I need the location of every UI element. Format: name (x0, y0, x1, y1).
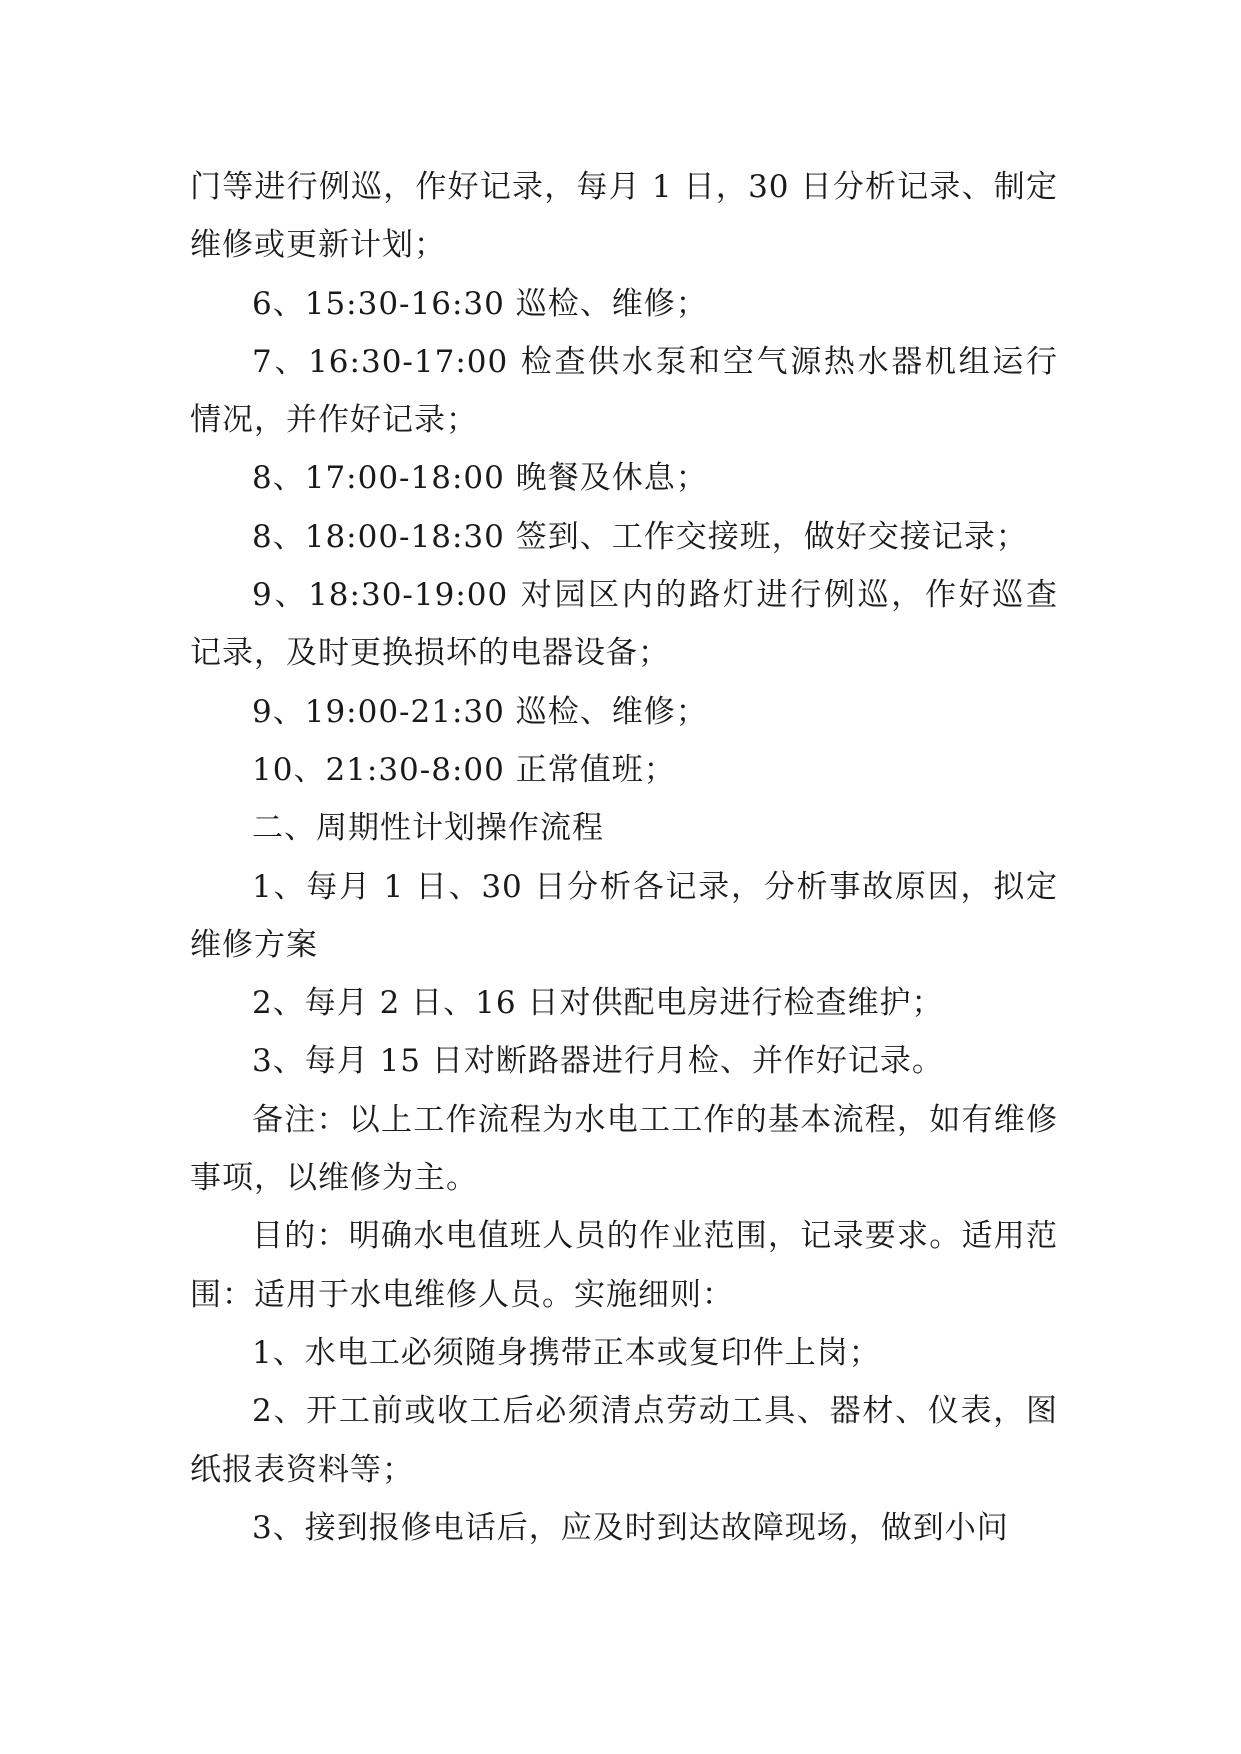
paragraph: 9、18:30-19:00 对园区内的路灯进行例巡，作好巡查记录，及时更换损坏的电器设备； (190, 577, 1058, 672)
document-body (190, 158, 1058, 1557)
paragraph: 9、19:00-21:30 巡检、维修； (252, 693, 708, 730)
paragraph: 3、每月 15 日对断路器进行月检、并作好记录。 (252, 1043, 944, 1080)
paragraph: 2、每月 2 日、16 日对供配电房进行检查维护； (252, 985, 944, 1022)
section-heading: 二、周期性计划操作流程 (252, 810, 604, 847)
paragraph: 8、17:00-18:00 晚餐及休息； (252, 460, 708, 497)
paragraph: 2、开工前或收工后必须清点劳动工具、器材、仪表，图纸报表资料等； (190, 1393, 1058, 1488)
paragraph: 6、15:30-16:30 巡检、维修； (252, 285, 708, 322)
paragraph: 7、16:30-17:00 检查供水泵和空气源热水器机组运行情况，并作好记录； (190, 343, 1058, 439)
paragraph: 1、水电工必须随身携带正本或复印件上岗； (252, 1334, 881, 1371)
purpose-paragraph: 目的：明确水电值班人员的作业范围，记录要求。适用范围：适用于水电维修人员。实施细则： (190, 1218, 1058, 1313)
paragraph: 8、18:00-18:30 签到、工作交接班，做好交接记录； (252, 518, 1028, 555)
paragraph: 门等进行例巡，作好记录，每月 1 日，30 日分析记录、制定维修或更新计划； (190, 169, 1058, 264)
note-paragraph: 备注：以上工作流程为水电工工作的基本流程，如有维修事项，以维修为主。 (190, 1101, 1058, 1197)
paragraph: 3、接到报修电话后，应及时到达故障现场，做到小问 (252, 1509, 1009, 1546)
paragraph: 10、21:30-8:00 正常值班； (252, 751, 676, 788)
paragraph: 1、每月 1 日、30 日分析各记录，分析事故原因，拟定维修方案 (190, 868, 1058, 963)
